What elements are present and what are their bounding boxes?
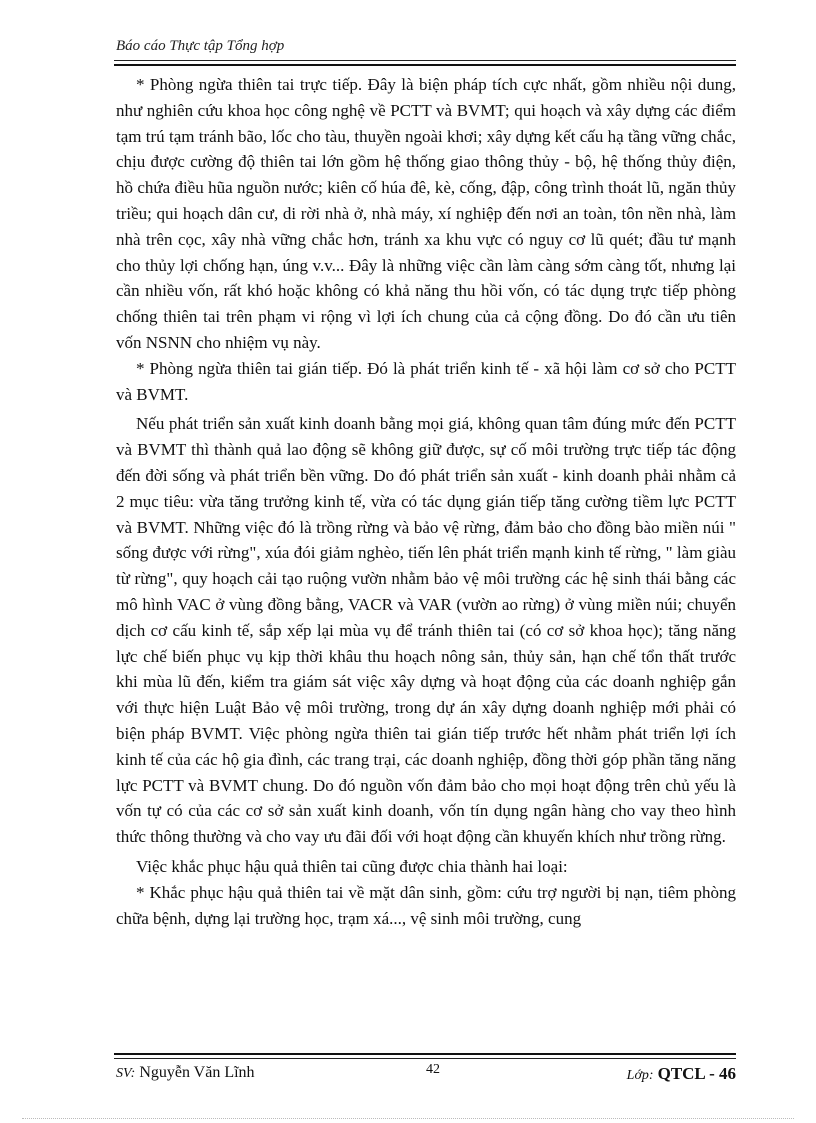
- footer-rule-thin: [114, 1058, 736, 1059]
- page-edge-dotted-line: [22, 1118, 794, 1119]
- student-label: SV:: [116, 1066, 136, 1081]
- paragraph-indirect-prevention: * Phòng ngừa thiên tai gián tiếp. Đó là phát triển kinh tế - xã hội làm cơ sở cho PCTT và BVMT.: [116, 358, 736, 404]
- header-title: Báo cáo Thực tập Tổng hợp: [116, 38, 285, 54]
- paragraph-recovery-intro: Việc khắc phục hậu quả thiên tai cũng được chia thành hai loại:: [136, 856, 568, 876]
- paragraph-development: Nếu phát triển sản xuất kinh doanh bằng mọi giá, không quan tâm đúng mức đến PCTT và BVMT thì thành quả lao động sẽ không giữ được, sự cố môi trường trực tiếp tác động đến đời sống và phát triển bền vững. Do đó phát triển sản xuất - kinh doanh phải nhằm cả 2 mục tiêu: vừa tăng trưởng kinh tế, vừa có tác dụng gián tiếp tăng cường tiềm lực PCTT và BVMT. Những việc đó là trồng rừng và bảo vệ rừng, đảm bảo cho đồng bào miền núi " sống được với rừng", xúa đói giảm nghèo, tiến lên phát triển mạnh kinh tế rừng, " làm giàu từ rừng", quy hoạch cải tạo ruộng vườn nhằm bảo vệ môi trường các hệ sinh thái bằng các mô hình VAC ở vùng đồng bằng, VACR và VAR (vườn ao rừng) ở vùng miền núi; chuyển dịch cơ cấu kinh tế, sắp xếp lại mùa vụ để tránh thiên tai (có cơ sở khoa học); tăng năng lực chế biến phục vụ kịp thời khâu thu hoạch nông sản, thủy sản, hạn chế tổn thất trước khi mùa lũ đến, kiểm tra giám sát việc xây dựng và hoạt động của các doanh nghiệp gắn với thực hiện Luật Bảo vệ môi trường, trong dự án xây dựng doanh nghiệp mới phải có biện pháp BVMT. Việc phòng ngừa thiên tai gián tiếp trước hết nhằm phát triển lợi ích kinh tế của các hộ gia đình, các trang trại, các doanh nghiệp, đồng thời góp phần tăng năng lực PCTT và BVMT chung. Do đó nguồn vốn đảm bảo cho mọi hoạt động trên chủ yếu là vốn tự có của các cơ sở sản xuất kinh doanh, vốn tín dụng ngân hàng cho vay theo hình thức thông thường và cho vay ưu đãi đối với hoạt động cần khuyến khích như trồng rừng.: [116, 414, 736, 847]
- class-value: QTCL - 46: [657, 1064, 736, 1083]
- paragraph-direct-prevention: * Phòng ngừa thiên tai trực tiếp. Đây là biện pháp tích cực nhất, gồm nhiều nội dung, như nghiên cứu khoa học công nghệ về PCTT và BVMT; qui hoạch và xây dựng các điểm tạm trú tạm tránh bão, lốc cho tàu, thuyền ngoài khơi; xây dựng kết cấu hạ tầng vững chắc, chịu được cường độ thiên tai lớn gồm hệ thống giao thông thủy - bộ, hệ thống thủy điện, hồ chứa điều hũa nguồn nước; kiên cố húa đê, kè, cống, đập, công trình thoát lũ, ngăn thủy triều; qui hoạch dân cư, di rời nhà ở, nhà máy, xí nghiệp đến nơi an toàn, tôn nền nhà, làm nhà trên cọc, xây nhà vững chắc hơn, tránh xa khu vực có nguy cơ lũ quét; đầu tư mạnh cho thủy lợi chống hạn, úng v.v... Đây là những việc cần làm càng sớm càng tốt, nhưng lại cần nhiều vốn, rất khó hoặc không có khả năng thu hồi vốn, có tác dụng trực tiếp phòng chống thiên tai trên phạm vi rộng vì lợi ích chung của cả cộng đồng. Do đó cần ưu tiên vốn NSNN cho nhiệm vụ này.: [116, 75, 736, 352]
- header-rule-thin: [114, 60, 736, 61]
- paragraph-civil-recovery: * Khắc phục hậu quả thiên tai về mặt dân sinh, gồm: cứu trợ người bị nạn, tiêm phòng chữa bệnh, dựng lại trường học, trạm xá..., vệ sinh môi trường, cung: [116, 882, 736, 928]
- body-text: [116, 72, 736, 931]
- page-number: 42: [426, 1062, 440, 1077]
- footer-student: [116, 1064, 255, 1082]
- student-name: Nguyễn Văn Lĩnh: [139, 1064, 255, 1081]
- header-rule-thick: [114, 64, 736, 66]
- class-label: Lớp:: [626, 1068, 654, 1083]
- footer-rule-thick: [114, 1053, 736, 1055]
- footer-class: [627, 1064, 736, 1084]
- footer: [116, 1062, 736, 1086]
